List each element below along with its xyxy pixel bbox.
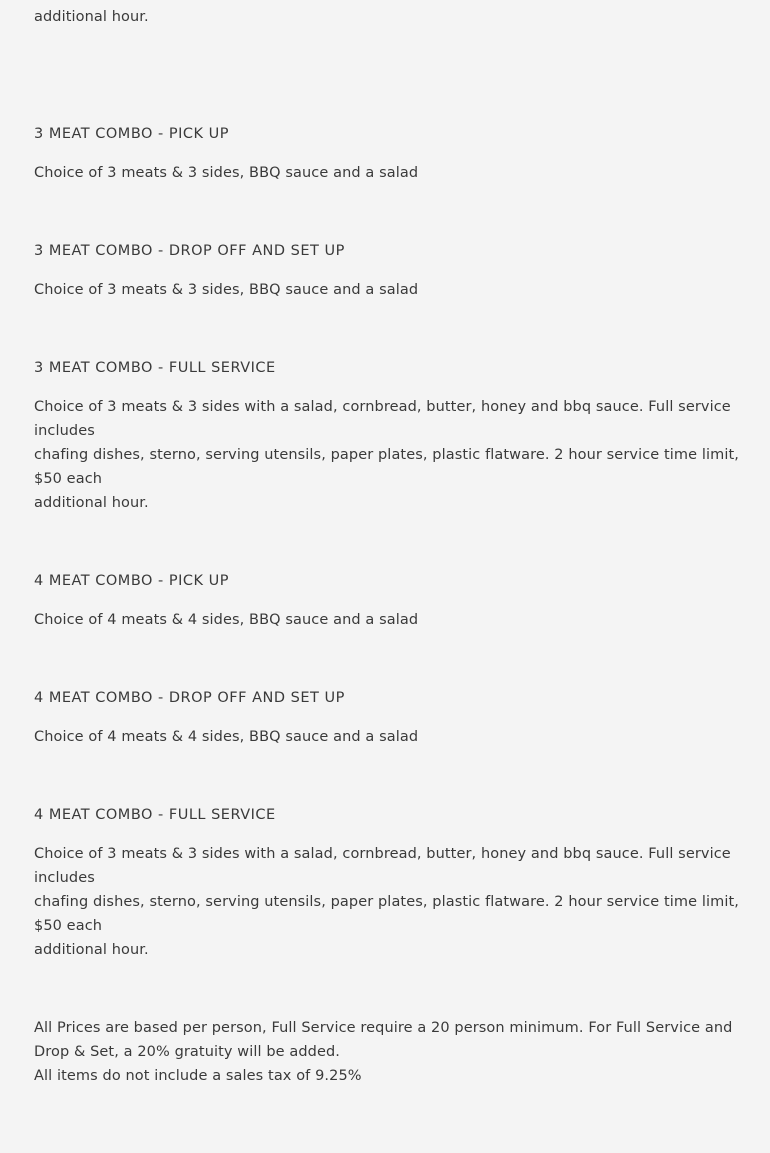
menu-item-description: [34, 161, 734, 185]
description-line: additional hour.: [34, 942, 149, 958]
description-line: Choice of 4 meats & 4 sides, BBQ sauce and a salad: [34, 729, 419, 745]
description-line: Choice of 3 meats & 3 sides with a salad, cornbread, butter, honey and bbq sauce. Full service: [34, 846, 731, 862]
intro-tail-block: [34, 5, 734, 29]
description-line: chafing dishes, sterno, serving utensils, paper plates, plastic flatware. 2 hour service time limit,: [34, 447, 739, 463]
menu-item-description: [34, 395, 739, 515]
menu-item-title: 3 MEAT COMBO - DROP OFF AND SET UP: [34, 243, 345, 259]
description-line: Choice of 3 meats & 3 sides with a salad, cornbread, butter, honey and bbq sauce. Full service: [34, 399, 731, 415]
menu-item-4-meat-pickup: [34, 569, 734, 632]
description-line: Choice of 3 meats & 3 sides, BBQ sauce and a salad: [34, 165, 419, 181]
description-line: additional hour.: [34, 495, 149, 511]
menu-item-4-meat-full-service: [34, 803, 739, 962]
pricing-note-line: Drop & Set, a 20% gratuity will be added.: [34, 1044, 341, 1060]
pricing-note-line: All Prices are based per person, Full Service require a 20 person minimum. For Full Service and: [34, 1020, 733, 1036]
description-line: Choice of 4 meats & 4 sides, BBQ sauce and a salad: [34, 612, 419, 628]
menu-item-description: [34, 842, 739, 962]
menu-item-title: 4 MEAT COMBO - FULL SERVICE: [34, 807, 276, 823]
menu-item-description: [34, 608, 734, 632]
menu-item-3-meat-pickup: [34, 122, 734, 185]
sales-tax-note: All items do not include a sales tax of 9.25%: [34, 1068, 362, 1084]
description-line: includes: [34, 870, 95, 886]
description-line: $50 each: [34, 918, 103, 934]
menu-item-description: [34, 725, 734, 749]
menu-item-3-meat-drop-off: [34, 239, 734, 302]
menu-item-title: 4 MEAT COMBO - PICK UP: [34, 573, 229, 589]
pricing-notes: [34, 1016, 734, 1088]
menu-item-title: 3 MEAT COMBO - PICK UP: [34, 126, 229, 142]
description-line: chafing dishes, sterno, serving utensils, paper plates, plastic flatware. 2 hour service time limit,: [34, 894, 739, 910]
intro-tail-text: additional hour.: [34, 9, 149, 25]
menu-item-title: 3 MEAT COMBO - FULL SERVICE: [34, 360, 276, 376]
description-line: Choice of 3 meats & 3 sides, BBQ sauce and a salad: [34, 282, 419, 298]
menu-item-4-meat-drop-off: [34, 686, 734, 749]
menu-item-description: [34, 278, 734, 302]
menu-item-title: 4 MEAT COMBO - DROP OFF AND SET UP: [34, 690, 345, 706]
menu-item-3-meat-full-service: [34, 356, 739, 515]
description-line: includes: [34, 423, 95, 439]
description-line: $50 each: [34, 471, 103, 487]
